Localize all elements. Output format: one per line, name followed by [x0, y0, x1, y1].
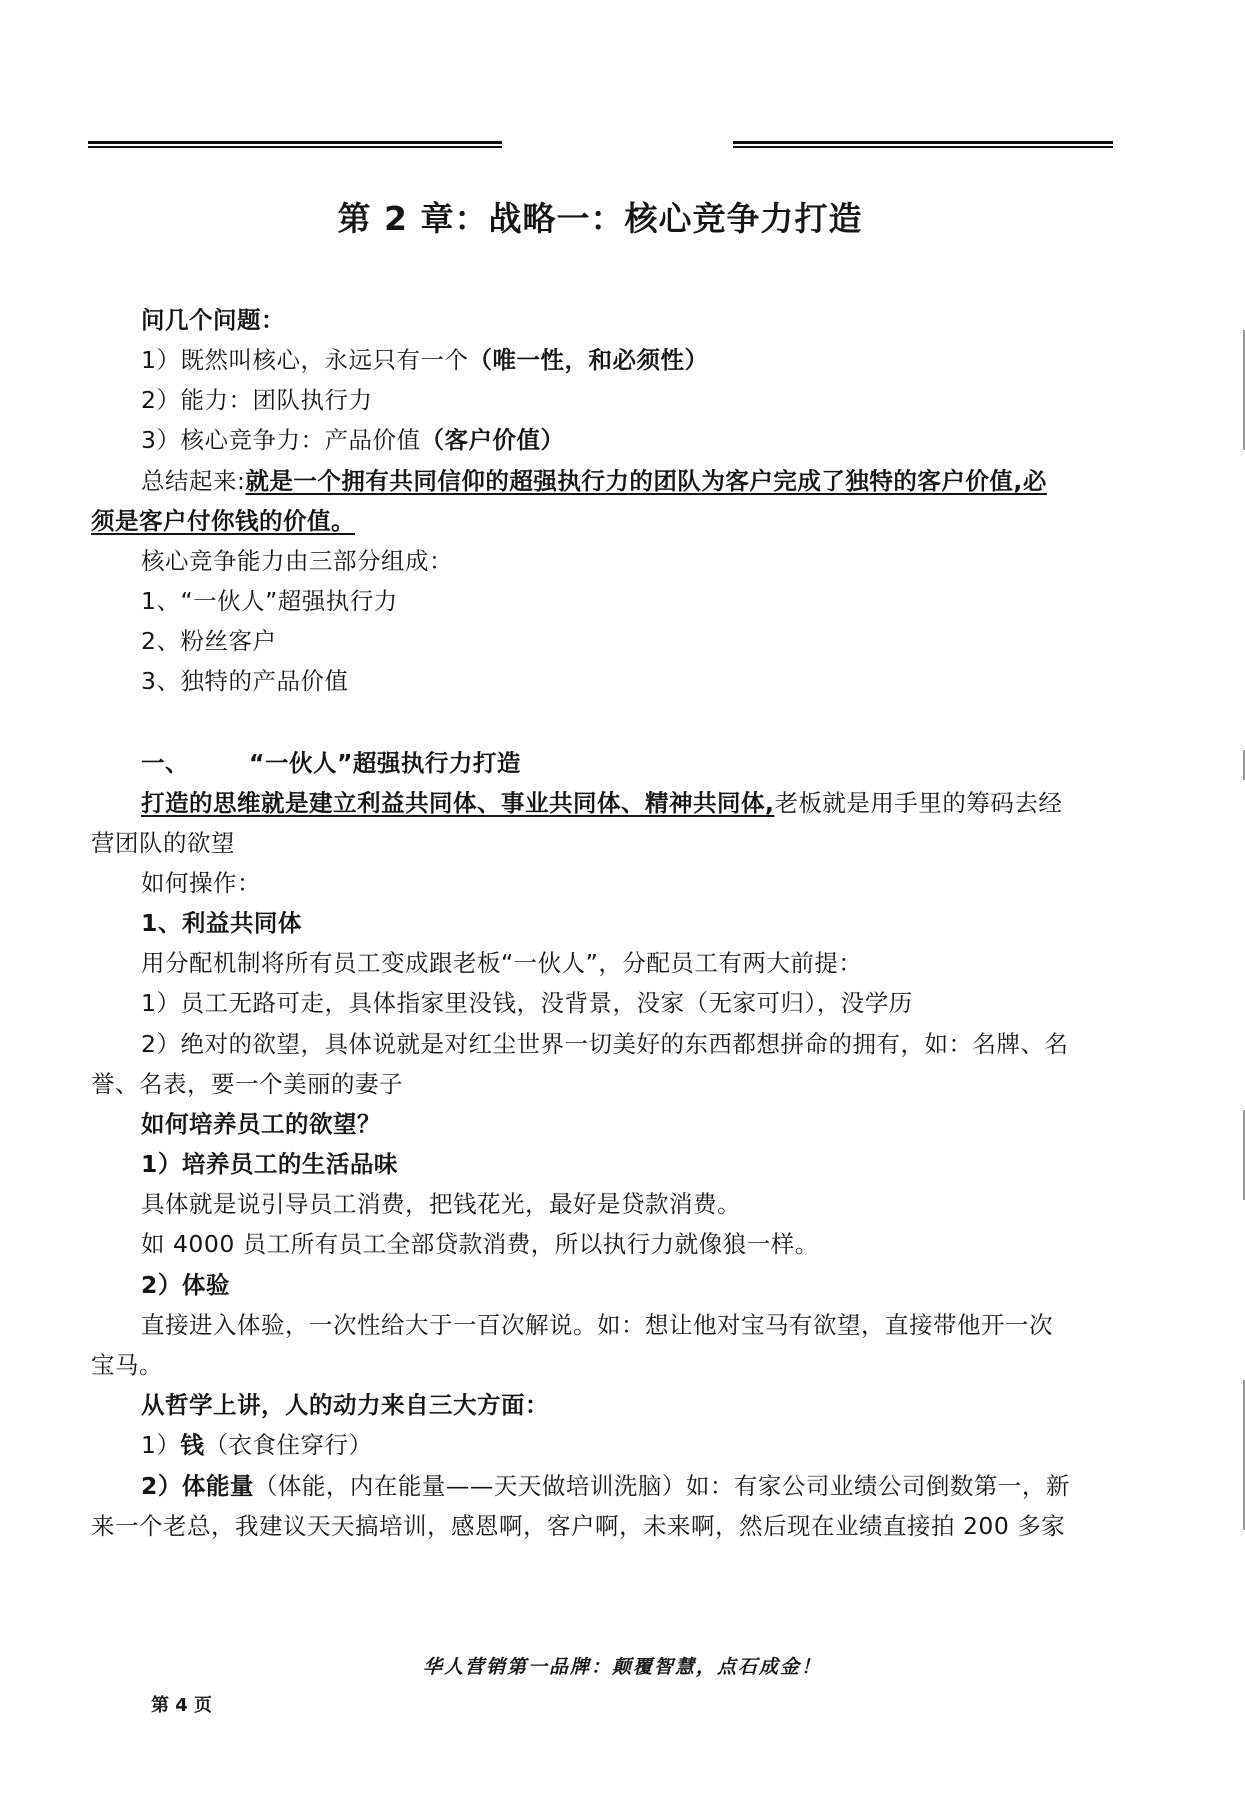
questions-heading: 问几个问题：: [141, 306, 285, 334]
philosophy-heading: 从哲学上讲，人的动力来自三大方面：: [141, 1391, 549, 1419]
thinking-cont: 营团队的欲望: [91, 829, 235, 857]
thinking-rest: 老板就是用手里的筹码去经: [774, 789, 1063, 817]
question-2: 2）能力：团队执行力: [141, 386, 373, 414]
thinking-line: [141, 788, 1062, 818]
question-1-text: 既然叫核心，永远只有一个: [180, 346, 469, 374]
distribution-line: 用分配机制将所有员工变成跟老板“一伙人”，分配员工有两大前提：: [141, 949, 863, 977]
question-3-text: 3）核心竞争力：产品价值: [141, 426, 421, 454]
taste-line-2: 如 4000 员工所有员工全部贷款消费，所以执行力就像狼一样。: [141, 1230, 819, 1258]
energy-cont: 来一个老总，我建议天天搞培训，感恩啊，客户啊，未来啊，然后现在业绩直接拍 200 多家: [91, 1512, 1066, 1540]
benefit-heading: 1、利益共同体: [141, 909, 302, 937]
question-1-num: 1）: [141, 346, 181, 374]
summary-underlined-1: 就是一个拥有共同信仰的超强执行力的团队为客户完成了独特的客户价值,必: [245, 467, 1047, 495]
question-3: [141, 425, 564, 455]
section-1-title: “一伙人”超强执行力打造: [249, 749, 521, 777]
header-rule-right: [733, 141, 1113, 148]
section-1-num: 一、: [141, 749, 189, 777]
chapter-title: 第 2 章：战略一：核心竞争力打造: [337, 199, 863, 238]
summary-lead: 总结起来:: [141, 467, 246, 495]
energy-bold: 2）体能量: [141, 1472, 254, 1500]
footer-slogan: 华人营销第一品牌：颠覆智慧，点石成金！: [422, 1656, 822, 1678]
part-2: 2、粉丝客户: [141, 627, 277, 655]
premise-1: 1）员工无路可走，具体指家里没钱，没背景，没家（无家可归），没学历: [141, 989, 913, 1017]
money-rest: （衣食住穿行）: [204, 1431, 373, 1459]
question-1-paren: （唯一性，和必须性）: [468, 346, 709, 374]
page-number: 第 4 页: [151, 1695, 213, 1716]
premise-2b: 誉、名表，要一个美丽的妻子: [91, 1070, 403, 1098]
part-1: 1、“一伙人”超强执行力: [141, 587, 398, 615]
desire-heading: 如何培养员工的欲望？: [141, 1110, 381, 1138]
taste-line-1: 具体就是说引导员工消费，把钱花光，最好是贷款消费。: [141, 1190, 741, 1218]
money-bold: 钱: [180, 1431, 205, 1459]
thinking-underlined: 打造的思维就是建立利益共同体、事业共同体、精神共同体,: [141, 789, 775, 817]
scan-edge-marks: [1241, 330, 1245, 1580]
question-1: [141, 345, 708, 375]
header-rule-left: [88, 141, 502, 148]
experience-line-1: 直接进入体验，一次性给大于一百次解说。如：想让他对宝马有欲望，直接带他开一次: [141, 1311, 1053, 1339]
summary-line-1: [141, 466, 1047, 496]
summary-underlined-2: 须是客户付你钱的价值。: [91, 507, 355, 535]
energy-rest: （体能，内在能量——天天做培训洗脑）如：有家公司业绩公司倒数第一，新: [253, 1472, 1070, 1500]
question-3-paren: （客户价值）: [420, 426, 565, 454]
money-line: [141, 1430, 372, 1460]
premise-2a: 2）绝对的欲望，具体说就是对红尘世界一切美好的东西都想拼命的拥有，如：名牌、名: [141, 1030, 1069, 1058]
money-num: 1）: [141, 1431, 181, 1459]
summary-line-2: [91, 506, 355, 536]
part-3: 3、独特的产品价值: [141, 667, 349, 695]
parts-intro: 核心竞争能力由三部分组成：: [141, 547, 453, 575]
experience-heading: 2）体验: [141, 1271, 230, 1299]
section-1-heading: [141, 748, 521, 778]
energy-line: [141, 1471, 1070, 1501]
how-to-operate: 如何操作：: [141, 869, 261, 897]
experience-line-2: 宝马。: [91, 1351, 163, 1379]
taste-heading: 1）培养员工的生活品味: [141, 1150, 398, 1178]
